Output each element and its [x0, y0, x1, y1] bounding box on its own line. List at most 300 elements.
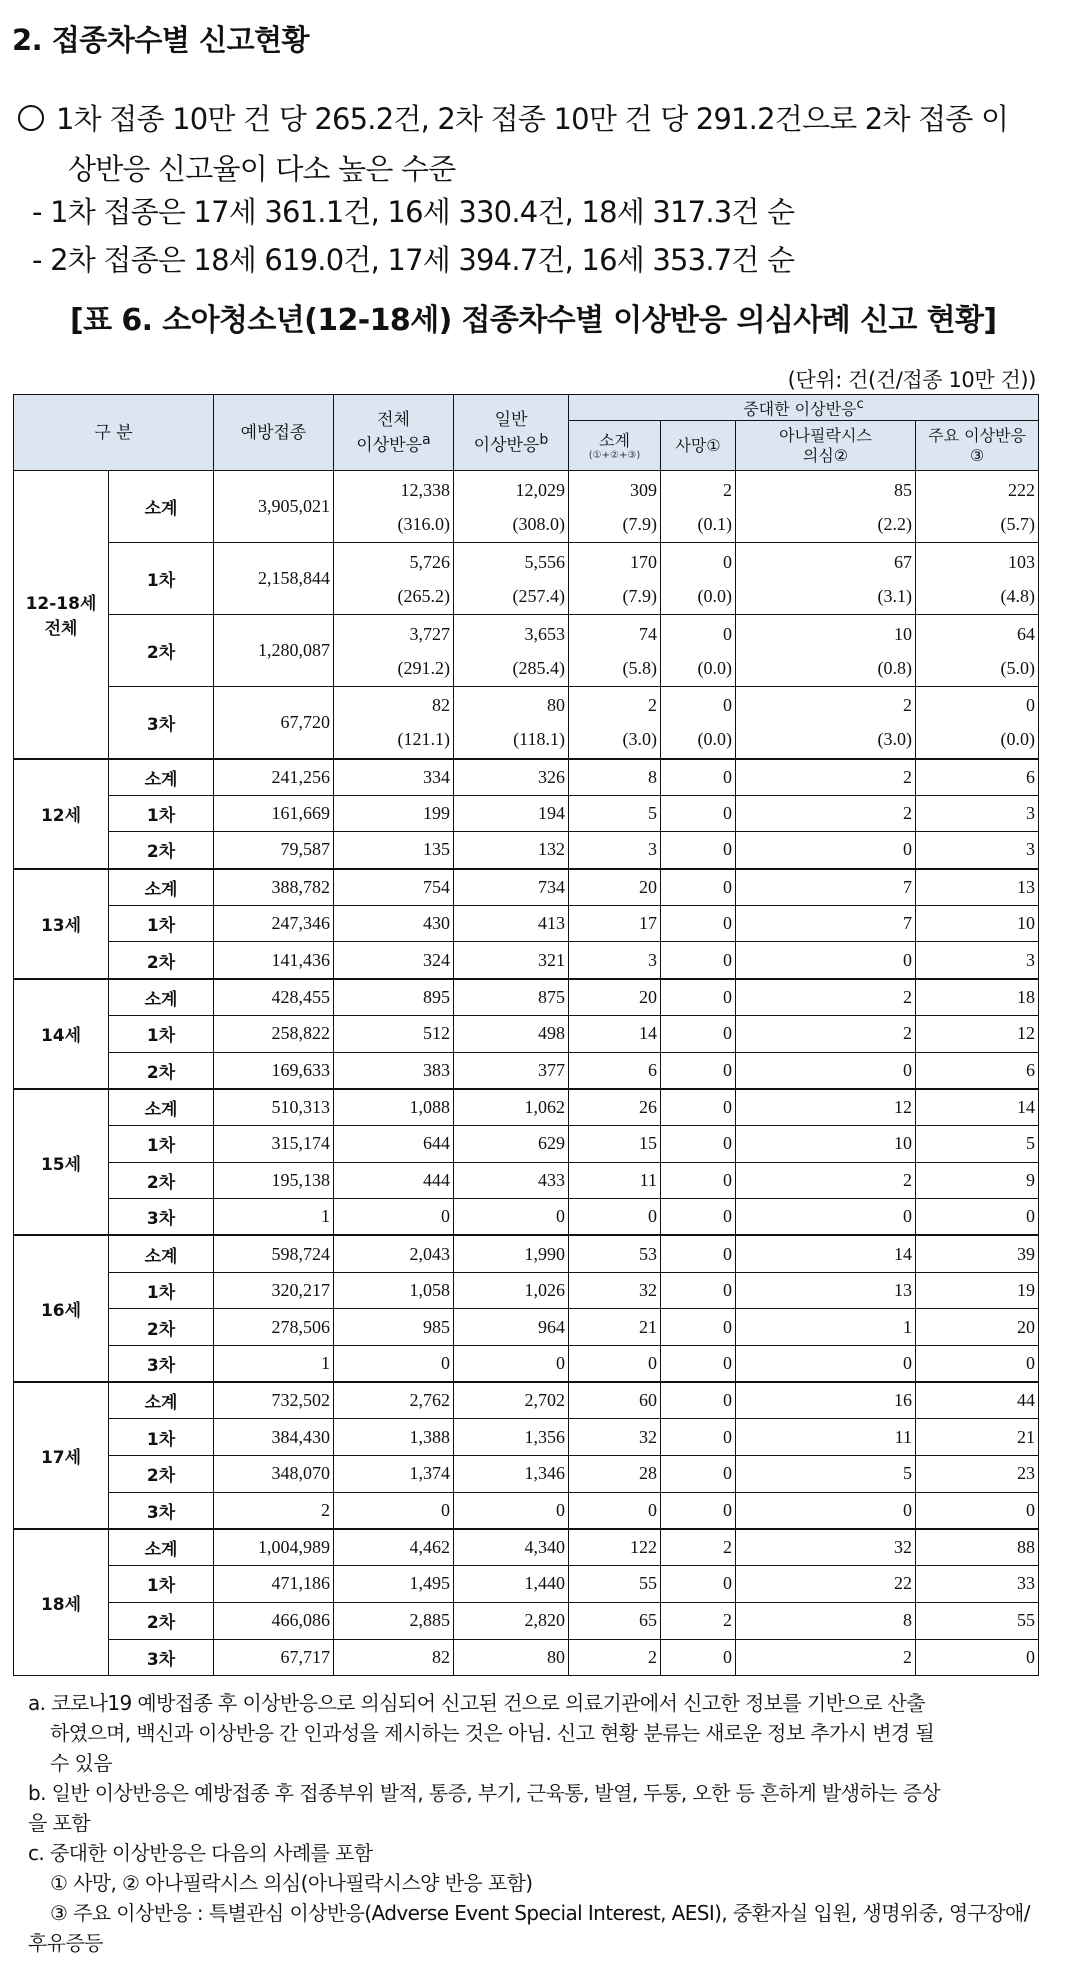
value-cell: 2,043	[334, 1235, 454, 1272]
value-cell: 0	[661, 1235, 736, 1272]
value-cell: 5	[916, 1125, 1039, 1162]
value-cell: 241,256	[214, 759, 334, 796]
count-rate-cell: 0 (0.0)	[661, 543, 736, 615]
table-caption: [표 6. 소아청소년(12-18세) 접종차수별 이상반응 의심사례 신고 현황]	[70, 303, 997, 338]
footnotes	[28, 1688, 1058, 1958]
value-cell: 0	[661, 1492, 736, 1529]
note-c1: c. 중대한 이상반응은 다음의 사례를 포함	[28, 1841, 373, 1865]
value-cell: 2	[736, 979, 916, 1016]
row-label: 2차	[109, 1309, 214, 1346]
row-label: 3차	[109, 1639, 214, 1676]
summary-line1: 1차 접종 10만 건 당 265.2건, 2차 접종 10만 건 당 291.2건으로 2차 접종 이	[56, 102, 1009, 136]
header-vacc: 예방접종	[214, 395, 334, 471]
value-cell: 1,026	[454, 1272, 569, 1309]
section-title: 2. 접종차수별 신고현황	[12, 23, 310, 57]
value-cell: 11	[569, 1162, 661, 1199]
value-cell: 194	[454, 795, 569, 832]
count-rate-cell: 12,029 (308.0)	[454, 471, 569, 543]
value-cell: 0	[454, 1346, 569, 1383]
header-major: 주요 이상반응 ③	[916, 421, 1039, 471]
table-row	[14, 1199, 1039, 1236]
value-cell: 5	[569, 795, 661, 832]
table-row	[14, 1052, 1039, 1089]
value-cell: 1,058	[334, 1272, 454, 1309]
value-cell: 1,440	[454, 1566, 569, 1603]
value-cell: 0	[736, 942, 916, 979]
row-label: 1차	[109, 1015, 214, 1052]
value-cell: 132	[454, 832, 569, 869]
row-label: 소계	[109, 1089, 214, 1126]
note-a3: 수 있음	[50, 1751, 112, 1775]
value-cell: 6	[916, 759, 1039, 796]
value-cell: 55	[916, 1602, 1039, 1639]
table-row	[14, 687, 1039, 759]
value-cell: 11	[736, 1419, 916, 1456]
count-rate-cell: 0 (0.0)	[661, 615, 736, 687]
value-cell: 17	[569, 905, 661, 942]
value-cell: 10	[736, 1125, 916, 1162]
row-label: 2차	[109, 942, 214, 979]
row-label: 3차	[109, 1346, 214, 1383]
value-cell: 55	[569, 1566, 661, 1603]
value-cell: 0	[661, 795, 736, 832]
value-cell: 3	[916, 795, 1039, 832]
value-cell: 247,346	[214, 905, 334, 942]
value-cell: 20	[569, 979, 661, 1016]
value-cell: 2,702	[454, 1382, 569, 1419]
value-cell: 388,782	[214, 869, 334, 906]
value-cell: 644	[334, 1125, 454, 1162]
value-cell: 0	[736, 1346, 916, 1383]
value-cell: 0	[334, 1492, 454, 1529]
row-label: 1차	[109, 1272, 214, 1309]
value-cell: 315,174	[214, 1125, 334, 1162]
count-rate-cell: 222 (5.7)	[916, 471, 1039, 543]
value-cell: 8	[736, 1602, 916, 1639]
value-cell: 1,388	[334, 1419, 454, 1456]
value-cell: 80	[454, 1639, 569, 1676]
value-cell: 1,062	[454, 1089, 569, 1126]
value-cell: 2,762	[334, 1382, 454, 1419]
value-cell: 4,340	[454, 1529, 569, 1566]
value-cell: 22	[736, 1566, 916, 1603]
group-label: 12-18세 전체	[14, 471, 109, 759]
count-rate-cell: 170 (7.9)	[569, 543, 661, 615]
summary-bullet	[18, 94, 1048, 194]
value-cell: 0	[661, 869, 736, 906]
value-cell: 135	[334, 832, 454, 869]
value-cell: 2,885	[334, 1602, 454, 1639]
value-cell: 1,088	[334, 1089, 454, 1126]
count-rate-cell: 5,726 (265.2)	[334, 543, 454, 615]
age-sections	[14, 759, 1039, 1676]
value-cell: 20	[916, 1309, 1039, 1346]
value-cell: 895	[334, 979, 454, 1016]
value-cell: 32	[736, 1529, 916, 1566]
count-rate-cell: 2 (3.0)	[569, 687, 661, 759]
table-row	[14, 979, 1039, 1016]
value-cell: 9	[916, 1162, 1039, 1199]
row-label: 1차	[109, 1419, 214, 1456]
value-cell: 13	[736, 1272, 916, 1309]
header-gubun: 구 분	[14, 395, 214, 471]
value-cell: 2	[736, 759, 916, 796]
group-label: 17세	[14, 1382, 109, 1529]
row-label: 1차	[109, 795, 214, 832]
value-cell: 1	[736, 1309, 916, 1346]
row-label: 2차	[109, 615, 214, 687]
value-cell: 23	[916, 1456, 1039, 1493]
value-cell: 510,313	[214, 1089, 334, 1126]
row-label: 2차	[109, 832, 214, 869]
count-rate-cell: 85 (2.2)	[736, 471, 916, 543]
value-cell: 28	[569, 1456, 661, 1493]
table-row	[14, 1346, 1039, 1383]
value-cell: 875	[454, 979, 569, 1016]
value-cell: 32	[569, 1272, 661, 1309]
value-cell: 498	[454, 1015, 569, 1052]
row-label: 2차	[109, 1052, 214, 1089]
table-row	[14, 1419, 1039, 1456]
value-cell: 13	[916, 869, 1039, 906]
value-cell: 3	[569, 942, 661, 979]
group-label: 15세	[14, 1089, 109, 1236]
value-cell: 15	[569, 1125, 661, 1162]
value-cell: 326	[454, 759, 569, 796]
table-row	[14, 1639, 1039, 1676]
value-cell: 0	[916, 1492, 1039, 1529]
value-cell: 82	[334, 1639, 454, 1676]
value-cell: 320,217	[214, 1272, 334, 1309]
value-cell: 5	[736, 1456, 916, 1493]
summary-line1-cont: 상반응 신고율이 다소 높은 수준	[68, 152, 456, 186]
value-cell: 377	[454, 1052, 569, 1089]
value-cell: 79,587	[214, 832, 334, 869]
count-rate-cell: 103 (4.8)	[916, 543, 1039, 615]
note-c3: ③ 주요 이상반응 : 특별관심 이상반응(Adverse Event Special Interest, AESI), 중환자실 입원, 생명위중, 영구장애/	[50, 1901, 1030, 1925]
value-cell: 1,990	[454, 1235, 569, 1272]
value-cell: 12	[916, 1015, 1039, 1052]
value-cell: 10	[916, 905, 1039, 942]
value-cell: 1	[214, 1346, 334, 1383]
group-label: 14세	[14, 979, 109, 1089]
row-label: 소계	[109, 1382, 214, 1419]
value-cell: 433	[454, 1162, 569, 1199]
value-cell: 21	[569, 1309, 661, 1346]
value-cell: 258,822	[214, 1015, 334, 1052]
value-cell: 44	[916, 1382, 1039, 1419]
note-a2: 하였으며, 백신과 이상반응 간 인과성을 제시하는 것은 아님. 신고 현황 분류는 새로운 정보 추가시 변경 될	[50, 1721, 935, 1745]
row-label: 소계	[109, 471, 214, 543]
value-cell: 0	[661, 1162, 736, 1199]
value-cell: 1,356	[454, 1419, 569, 1456]
value-cell: 0	[661, 942, 736, 979]
value-cell: 471,186	[214, 1566, 334, 1603]
table-row	[14, 1529, 1039, 1566]
value-cell: 39	[916, 1235, 1039, 1272]
count-rate-cell: 12,338 (316.0)	[334, 471, 454, 543]
group-label: 18세	[14, 1529, 109, 1676]
value-cell: 1,004,989	[214, 1529, 334, 1566]
value-cell: 3	[916, 832, 1039, 869]
header-general: 일반 이상반응$^b$	[454, 395, 569, 471]
value-cell: 169,633	[214, 1052, 334, 1089]
value-cell: 0	[661, 1272, 736, 1309]
summary-dash1: - 1차 접종은 17세 361.1건, 16세 330.4건, 18세 317.3건 순	[32, 195, 795, 229]
value-cell: 0	[661, 1382, 736, 1419]
row-label: 1차	[109, 1566, 214, 1603]
value-cell: 18	[916, 979, 1039, 1016]
count-rate-cell: 82 (121.1)	[334, 687, 454, 759]
value-cell: 0	[916, 1199, 1039, 1236]
note-b2: 을 포함	[28, 1811, 90, 1835]
value-cell: 0	[661, 1639, 736, 1676]
value-cell: 6	[569, 1052, 661, 1089]
value-cell: 0	[661, 979, 736, 1016]
row-label: 소계	[109, 759, 214, 796]
table-row	[14, 1015, 1039, 1052]
value-cell: 0	[661, 1125, 736, 1162]
value-cell: 14	[569, 1015, 661, 1052]
row-label: 소계	[109, 869, 214, 906]
count-rate-cell: 64 (5.0)	[916, 615, 1039, 687]
value-cell: 3	[569, 832, 661, 869]
value-cell: 512	[334, 1015, 454, 1052]
note-a1: a. 코로나19 예방접종 후 이상반응으로 의심되어 신고된 건으로 의료기관에서 신고한 정보를 기반으로 산출	[28, 1691, 925, 1715]
value-cell: 1,346	[454, 1456, 569, 1493]
count-rate-cell: 74 (5.8)	[569, 615, 661, 687]
count-rate-cell: 2 (3.0)	[736, 687, 916, 759]
value-cell: 26	[569, 1089, 661, 1126]
value-cell: 1,374	[334, 1456, 454, 1493]
value-cell: 6	[916, 1052, 1039, 1089]
value-cell: 20	[569, 869, 661, 906]
table-row	[14, 1309, 1039, 1346]
value-cell: 2	[736, 1639, 916, 1676]
value-cell: 2	[661, 1602, 736, 1639]
value-cell: 2	[736, 1162, 916, 1199]
value-cell: 430	[334, 905, 454, 942]
value-cell: 2	[661, 1529, 736, 1566]
count-rate-cell: 5,556 (257.4)	[454, 543, 569, 615]
table-row	[14, 832, 1039, 869]
group-label: 16세	[14, 1235, 109, 1382]
value-cell: 413	[454, 905, 569, 942]
value-cell: 0	[334, 1346, 454, 1383]
table-row	[14, 1566, 1039, 1603]
count-rate-cell: 309 (7.9)	[569, 471, 661, 543]
table-row	[14, 543, 1039, 615]
value-cell: 0	[661, 1419, 736, 1456]
value-cell: 334	[334, 759, 454, 796]
value-cell: 32	[569, 1419, 661, 1456]
row-label: 2차	[109, 1456, 214, 1493]
value-cell: 195,138	[214, 1162, 334, 1199]
value-cell: 2	[214, 1492, 334, 1529]
header-total: 전체 이상반응$^a$	[334, 395, 454, 471]
value-cell: 0	[661, 832, 736, 869]
value-cell: 2,820	[454, 1602, 569, 1639]
value-cell: 444	[334, 1162, 454, 1199]
row-label: 소계	[109, 1529, 214, 1566]
value-cell: 0	[661, 1089, 736, 1126]
value-cell: 0	[736, 832, 916, 869]
value-cell: 199	[334, 795, 454, 832]
row-label: 3차	[109, 687, 214, 759]
header-serious: 중대한 이상반응$^c$	[569, 395, 1039, 421]
value-cell: 60	[569, 1382, 661, 1419]
value-cell: 161,669	[214, 795, 334, 832]
value-cell: 0	[661, 1346, 736, 1383]
table-row	[14, 869, 1039, 906]
value-cell: 122	[569, 1529, 661, 1566]
circle-bullet-icon	[18, 105, 44, 131]
value-cell: 0	[334, 1199, 454, 1236]
value-cell: 21	[916, 1419, 1039, 1456]
value-cell: 0	[661, 1015, 736, 1052]
count-rate-cell: 10 (0.8)	[736, 615, 916, 687]
value-cell: 7	[736, 869, 916, 906]
value-cell: 16	[736, 1382, 916, 1419]
table-row	[14, 1272, 1039, 1309]
value-cell: 383	[334, 1052, 454, 1089]
value-cell: 0	[661, 1199, 736, 1236]
value-cell: 2	[736, 1015, 916, 1052]
row-label: 1차	[109, 543, 214, 615]
value-cell: 0	[661, 1456, 736, 1493]
value-cell: 0	[569, 1492, 661, 1529]
table-row	[14, 1382, 1039, 1419]
value-cell: 0	[916, 1639, 1039, 1676]
table-row	[14, 1125, 1039, 1162]
group-label: 13세	[14, 869, 109, 979]
row-label: 소계	[109, 979, 214, 1016]
value-cell: 4,462	[334, 1529, 454, 1566]
count-rate-cell: 0 (0.0)	[661, 687, 736, 759]
value-cell: 321	[454, 942, 569, 979]
table-row	[14, 1162, 1039, 1199]
group-label: 12세	[14, 759, 109, 869]
value-cell: 0	[661, 1052, 736, 1089]
value-cell: 88	[916, 1529, 1039, 1566]
note-c4: 후유증등	[28, 1931, 103, 1955]
value-cell: 141,436	[214, 942, 334, 979]
value-cell: 14	[736, 1235, 916, 1272]
value-cell: 0	[661, 759, 736, 796]
value-cell: 629	[454, 1125, 569, 1162]
row-label: 2차	[109, 1602, 214, 1639]
report-table	[13, 394, 1039, 1676]
row-label: 1차	[109, 1125, 214, 1162]
value-cell: 0	[661, 1309, 736, 1346]
value-cell: 1	[214, 1199, 334, 1236]
value-cell: 33	[916, 1566, 1039, 1603]
count-rate-cell: 67 (3.1)	[736, 543, 916, 615]
overall-section	[14, 471, 1039, 759]
count-rate-cell: 0 (0.0)	[916, 687, 1039, 759]
value-cell: 428,455	[214, 979, 334, 1016]
value-cell: 2	[569, 1639, 661, 1676]
value-cell: 67,717	[214, 1639, 334, 1676]
value-cell: 0	[569, 1346, 661, 1383]
value-cell: 384,430	[214, 1419, 334, 1456]
table-row	[14, 795, 1039, 832]
value-cell: 732,502	[214, 1382, 334, 1419]
note-b1: b. 일반 이상반응은 예방접종 후 접종부위 발적, 통증, 부기, 근육통, 발열, 두통, 오한 등 흔하게 발생하는 증상	[28, 1781, 941, 1805]
value-cell: 598,724	[214, 1235, 334, 1272]
value-cell: 734	[454, 869, 569, 906]
table-row	[14, 905, 1039, 942]
value-cell: 324	[334, 942, 454, 979]
vacc-cell: 2,158,844	[214, 543, 334, 615]
vacc-cell: 3,905,021	[214, 471, 334, 543]
table-row	[14, 1456, 1039, 1493]
value-cell: 7	[736, 905, 916, 942]
value-cell: 985	[334, 1309, 454, 1346]
value-cell: 14	[916, 1089, 1039, 1126]
vacc-cell: 1,280,087	[214, 615, 334, 687]
note-c2: ① 사망, ② 아나필락시스 의심(아나필락시스양 반응 포함)	[50, 1871, 533, 1895]
value-cell: 1,495	[334, 1566, 454, 1603]
value-cell: 0	[736, 1199, 916, 1236]
row-label: 3차	[109, 1199, 214, 1236]
header-anaph: 아나필락시스 의심②	[736, 421, 916, 471]
unit-label: (단위: 건(건/접종 10만 건))	[787, 368, 1036, 392]
table-row	[14, 615, 1039, 687]
count-rate-cell: 3,727 (291.2)	[334, 615, 454, 687]
value-cell: 0	[454, 1199, 569, 1236]
row-label: 소계	[109, 1235, 214, 1272]
row-label: 3차	[109, 1492, 214, 1529]
count-rate-cell: 80 (118.1)	[454, 687, 569, 759]
value-cell: 0	[661, 1566, 736, 1603]
vacc-cell: 67,720	[214, 687, 334, 759]
summary-dash2: - 2차 접종은 18세 619.0건, 17세 394.7건, 16세 353.7건 순	[32, 243, 795, 277]
count-rate-cell: 3,653 (285.4)	[454, 615, 569, 687]
table-row	[14, 759, 1039, 796]
value-cell: 278,506	[214, 1309, 334, 1346]
value-cell: 754	[334, 869, 454, 906]
row-label: 2차	[109, 1162, 214, 1199]
value-cell: 2	[736, 795, 916, 832]
header-subtotal: 소계 (①+②+③)	[569, 421, 661, 471]
value-cell: 65	[569, 1602, 661, 1639]
table-row	[14, 1235, 1039, 1272]
value-cell: 466,086	[214, 1602, 334, 1639]
value-cell: 0	[736, 1052, 916, 1089]
count-rate-cell: 2 (0.1)	[661, 471, 736, 543]
value-cell: 0	[454, 1492, 569, 1529]
value-cell: 3	[916, 942, 1039, 979]
table-row	[14, 942, 1039, 979]
value-cell: 12	[736, 1089, 916, 1126]
value-cell: 8	[569, 759, 661, 796]
row-label: 1차	[109, 905, 214, 942]
table-row	[14, 1602, 1039, 1639]
value-cell: 964	[454, 1309, 569, 1346]
value-cell: 348,070	[214, 1456, 334, 1493]
table-row	[14, 1089, 1039, 1126]
table-row	[14, 471, 1039, 543]
value-cell: 19	[916, 1272, 1039, 1309]
header-death: 사망①	[661, 421, 736, 471]
value-cell: 0	[661, 905, 736, 942]
table-row	[14, 1492, 1039, 1529]
value-cell: 0	[569, 1199, 661, 1236]
value-cell: 0	[736, 1492, 916, 1529]
value-cell: 0	[916, 1346, 1039, 1383]
value-cell: 53	[569, 1235, 661, 1272]
